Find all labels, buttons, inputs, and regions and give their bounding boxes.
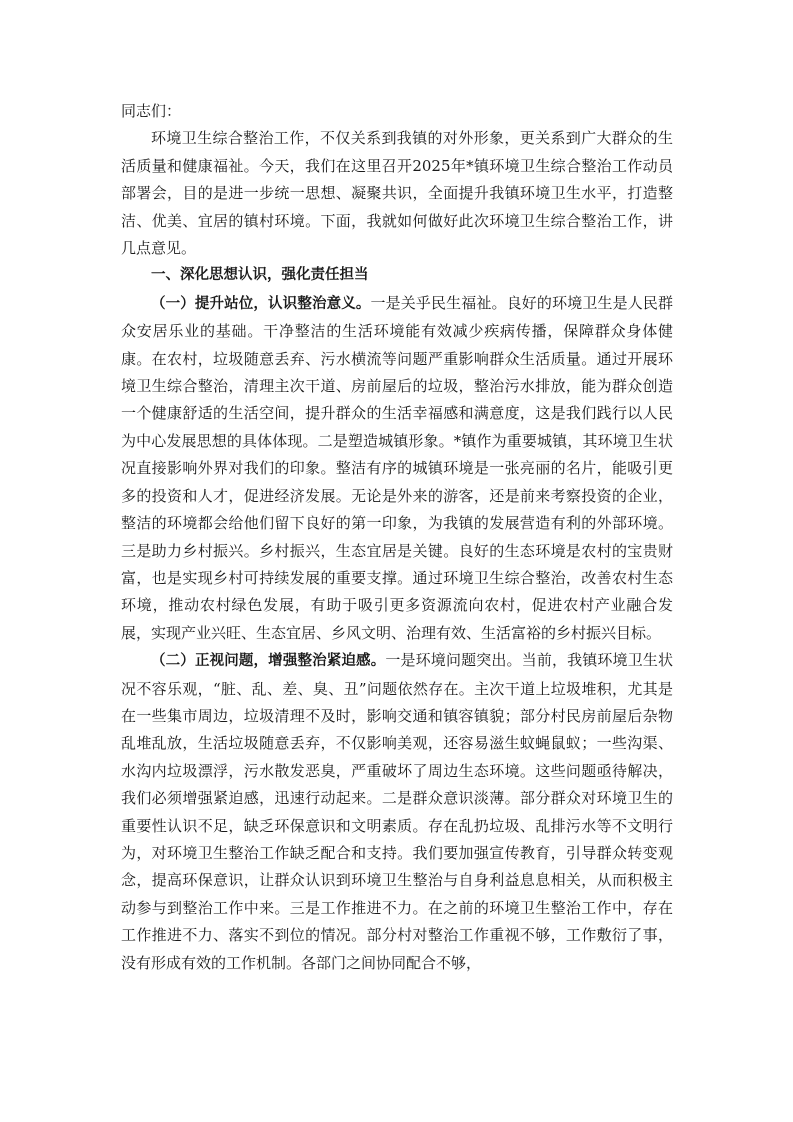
salutation: 同志们：: [121, 102, 182, 120]
intro-paragraph: 环境卫生综合整治工作，不仅关系到我镇的对外形象，更关系到广大群众的生活质量和健康福祉。今天，我们在这里召开2025年*镇环境卫生综合整治工作动员部署会，目的是进一步统一思想、凝聚共识，全面提升我镇环境卫生水平，打造整洁、优美、宜居的镇村环境。下面，我就如何做好此次环境卫生综合整治工作，讲几点意见。: [121, 129, 673, 258]
paragraph-2-body: 一是环境问题突出。当前，我镇环境卫生状况不容乐观，“脏、乱、差、臭、丑”问题依然存在。主次干道上垃圾堆积，尤其是在一些集市周边，垃圾清理不及时，影响交通和镇容镇貌；部分村民房前屋后杂物乱堆乱放，生活垃圾随意丢弃，不仅影响美观，还容易滋生蚊蝇鼠蚁；一些沟渠、水沟内垃圾漂浮，污水散发恶臭，严重破坏了周边生态环境。这些问题亟待解决，我们必须增强紧迫感，迅速行动起来。二是群众意识淡薄。部分群众对环境卫生的重要性认识不足，缺乏环保意识和文明素质。存在乱扔垃圾、乱排污水等不文明行为，对环境卫生整治工作缺乏配合和支持。我们要加强宣传教育，引导群众转变观念，提高环保意识，让群众认识到环境卫生整治与自身利益息息相关，从而积极主动参与到整治工作中来。三是工作推进不力。在之前的环境卫生整治工作中，存在工作推进不力、落实不到位的情况。部分村对整治工作重视不够，工作敷衍了事，没有形成有效的工作机制。各部门之间协同配合不够，: [121, 651, 674, 972]
paragraph-1-heading: （一）提升站位，认识整治意义。: [151, 295, 371, 312]
paragraph-1-body: 一是关乎民生福祉。良好的环境卫生是人民群众安居乐业的基础。干净整洁的生活环境能有效减少疾病传播，保障群众身体健康。在农村，垃圾随意丢弃、污水横流等问题严重影响群众生活质量。通过开展环境卫生综合整治，清理主次干道、房前屋后的垃圾，整治污水排放，能为群众创造一个健康舒适的生活空间，提升群众的生活幸福感和满意度，这是我们践行以人民为中心发展思想的具体体现。二是塑造城镇形象。*镇作为重要城镇，其环境卫生状况直接影响外界对我们的印象。整洁有序的城镇环境是一张亮丽的名片，能吸引更多的投资和人才，促进经济发展。无论是外来的游客，还是前来考察投资的企业，整洁的环境都会给他们留下良好的第一印象，为我镇的发展营造有利的外部环境。三是助力乡村振兴。乡村振兴，生态宜居是关键。良好的生态环境是农村的宝贵财富，也是实现乡村可持续发展的重要支撑。通过环境卫生综合整治，改善农村生态环境，推动农村绿色发展，有助于吸引更多资源流向农村，促进农村产业融合发展，实现产业兴旺、生态宜居、乡风文明、治理有效、生活富裕的乡村振兴目标。: [121, 293, 673, 642]
section-heading-1: 一、深化思想认识，强化责任担当: [151, 267, 369, 284]
paragraph-1: [121, 290, 673, 647]
paragraph-2: [121, 647, 673, 977]
paragraph-2-heading: （二）正视问题，增强整治紧迫感。: [151, 653, 386, 670]
document-page: [121, 98, 673, 977]
